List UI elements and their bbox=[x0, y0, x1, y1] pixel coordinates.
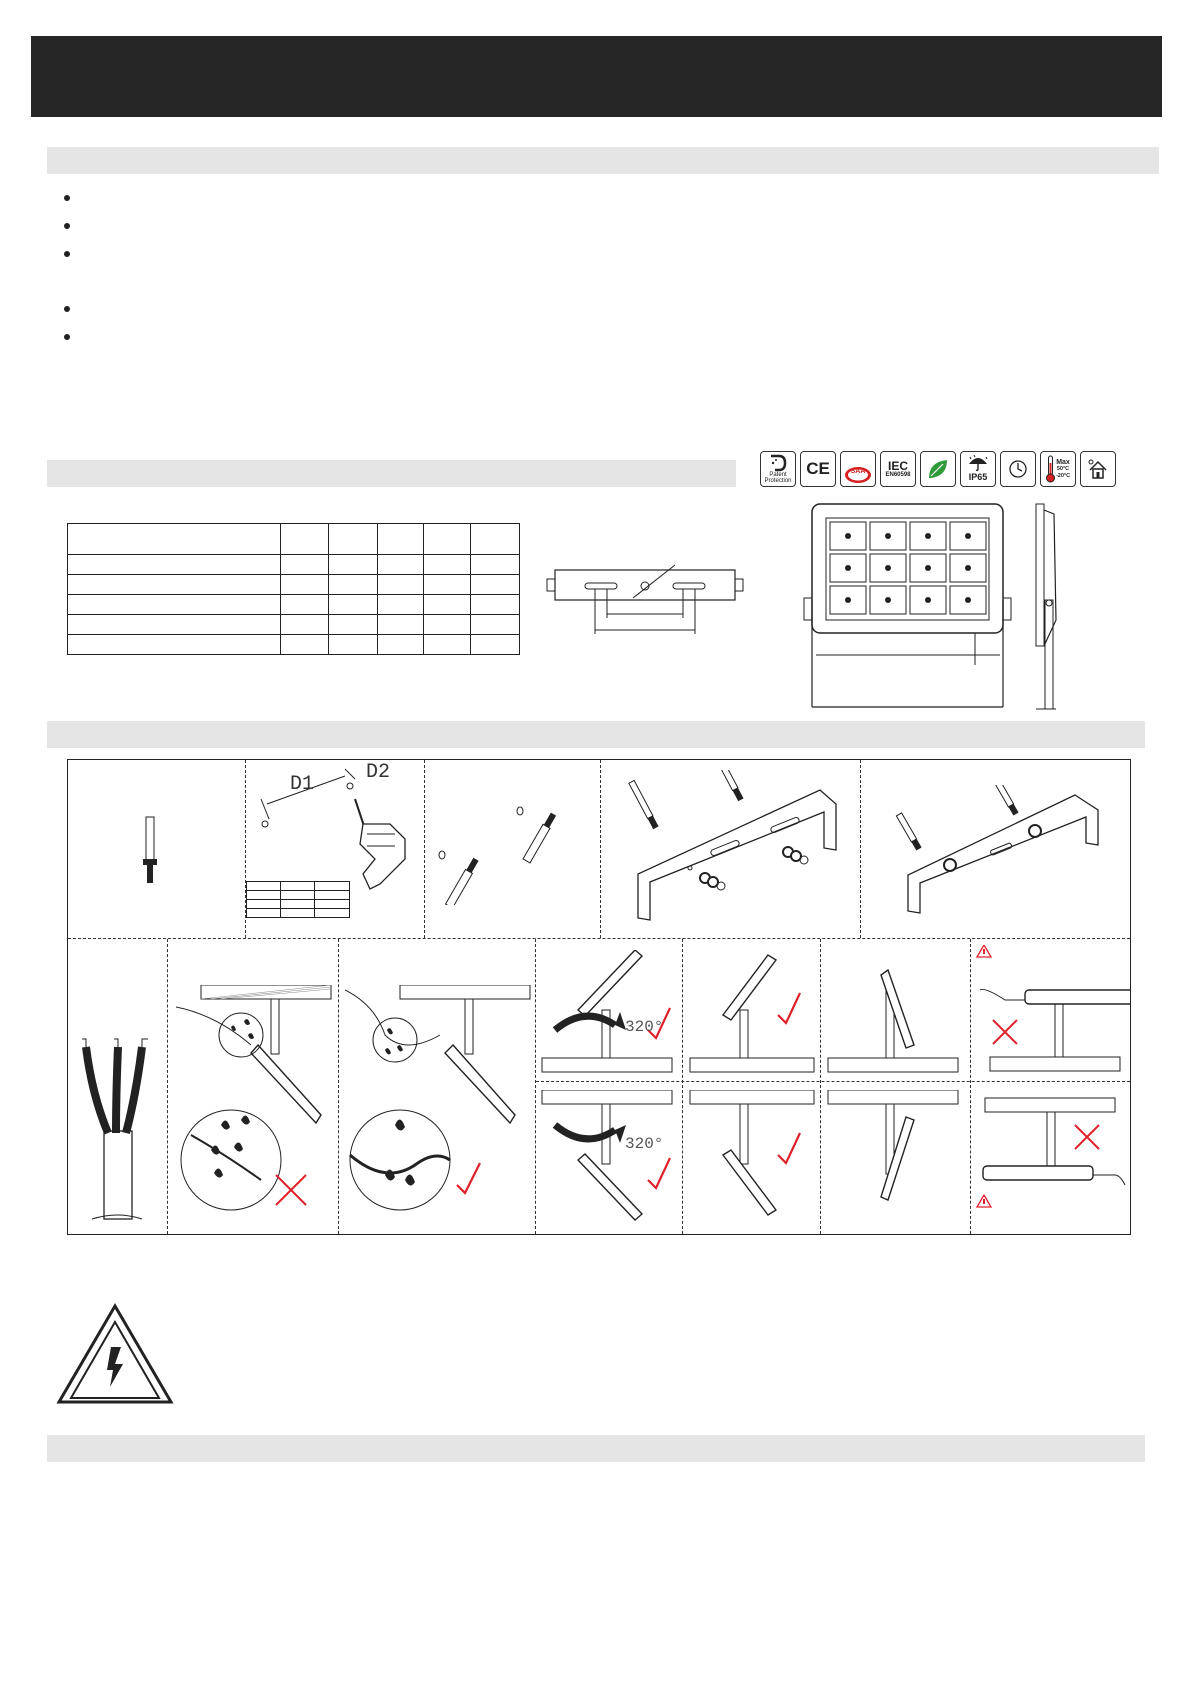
certification-badges bbox=[760, 451, 1116, 491]
patent-protection-icon bbox=[760, 451, 796, 487]
badge-label: CE bbox=[806, 459, 830, 478]
floodlight-front-view-drawing bbox=[800, 500, 1015, 715]
badge-label: IEC bbox=[887, 458, 908, 473]
badge-sub: EN60598 bbox=[885, 471, 911, 478]
leaf-eco-icon bbox=[920, 451, 956, 487]
section-bar-installation bbox=[47, 721, 1145, 748]
anchors-insert-drawing bbox=[430, 805, 590, 905]
rotation-label-bottom: 320° bbox=[625, 1135, 664, 1153]
divider bbox=[970, 939, 971, 1234]
bracket-top-view-drawing bbox=[545, 560, 755, 645]
thermometer-icon bbox=[1040, 451, 1076, 487]
bracket-exploded-drawing bbox=[620, 770, 855, 930]
drip-loop-wrong-drawing bbox=[176, 985, 336, 1230]
ce-mark-icon bbox=[800, 451, 836, 487]
badge-label: IP65 bbox=[968, 472, 988, 482]
floodlight-side-view-drawing bbox=[1028, 500, 1068, 712]
badge-label: SAA bbox=[850, 467, 866, 475]
divider bbox=[535, 939, 536, 1234]
drip-loop-correct-drawing bbox=[345, 985, 535, 1230]
table-cell bbox=[471, 524, 520, 555]
bullet-2 bbox=[64, 223, 70, 229]
divider bbox=[338, 939, 339, 1234]
divider bbox=[682, 939, 683, 1234]
angle-position-2-drawing bbox=[688, 950, 818, 1080]
table-cell bbox=[280, 524, 328, 555]
table-cell bbox=[424, 524, 471, 555]
table-cell bbox=[329, 524, 377, 555]
table-cell bbox=[68, 524, 281, 555]
specification-table bbox=[67, 523, 520, 655]
badge-label: Max bbox=[1056, 458, 1070, 466]
divider bbox=[820, 939, 821, 1234]
divider bbox=[860, 760, 861, 938]
divider bbox=[424, 760, 425, 938]
angle-position-5-drawing bbox=[688, 1090, 818, 1230]
umbrella-rain-icon bbox=[960, 451, 996, 487]
section-bar-features bbox=[47, 147, 1159, 174]
rotate-down-320-drawing bbox=[540, 1090, 680, 1230]
divider bbox=[536, 1081, 1130, 1082]
section-bar-specifications bbox=[47, 460, 736, 487]
section-bar-notes bbox=[47, 1435, 1145, 1462]
badge-sub-min: -20°C bbox=[1055, 472, 1071, 479]
drill-d2-label: D2 bbox=[366, 761, 391, 784]
bullet-4 bbox=[64, 306, 70, 312]
bullet-1 bbox=[64, 195, 70, 201]
iec-mark-icon bbox=[880, 451, 916, 487]
bracket-mounted-drawing bbox=[890, 785, 1120, 925]
house-sun-icon bbox=[1080, 451, 1116, 487]
badge-sub-max: 50°C bbox=[1056, 465, 1070, 472]
divider bbox=[600, 760, 601, 938]
saa-mark-icon bbox=[840, 451, 876, 487]
bullet-3 bbox=[64, 251, 70, 257]
anchor-bolt-drawing bbox=[140, 815, 160, 885]
horizontal-downward-wrong-drawing bbox=[975, 1090, 1130, 1230]
angle-position-3-drawing bbox=[826, 950, 966, 1080]
divider bbox=[167, 939, 168, 1234]
angle-position-6-drawing bbox=[826, 1090, 966, 1230]
drill-d1-label: D1 bbox=[290, 773, 315, 796]
table-cell bbox=[377, 524, 423, 555]
badge-label: Patent Protection bbox=[764, 472, 792, 484]
horizontal-upward-wrong-drawing bbox=[975, 945, 1130, 1080]
electric-warning-icon bbox=[55, 1302, 175, 1407]
drill-size-table bbox=[246, 881, 350, 918]
header-bar bbox=[31, 36, 1162, 117]
bullet-5 bbox=[64, 334, 70, 340]
power-cable-drawing bbox=[72, 1035, 162, 1225]
rotate-up-320-drawing bbox=[540, 950, 680, 1080]
rotation-label-top: 320° bbox=[625, 1018, 664, 1036]
clock-icon bbox=[1000, 451, 1036, 487]
